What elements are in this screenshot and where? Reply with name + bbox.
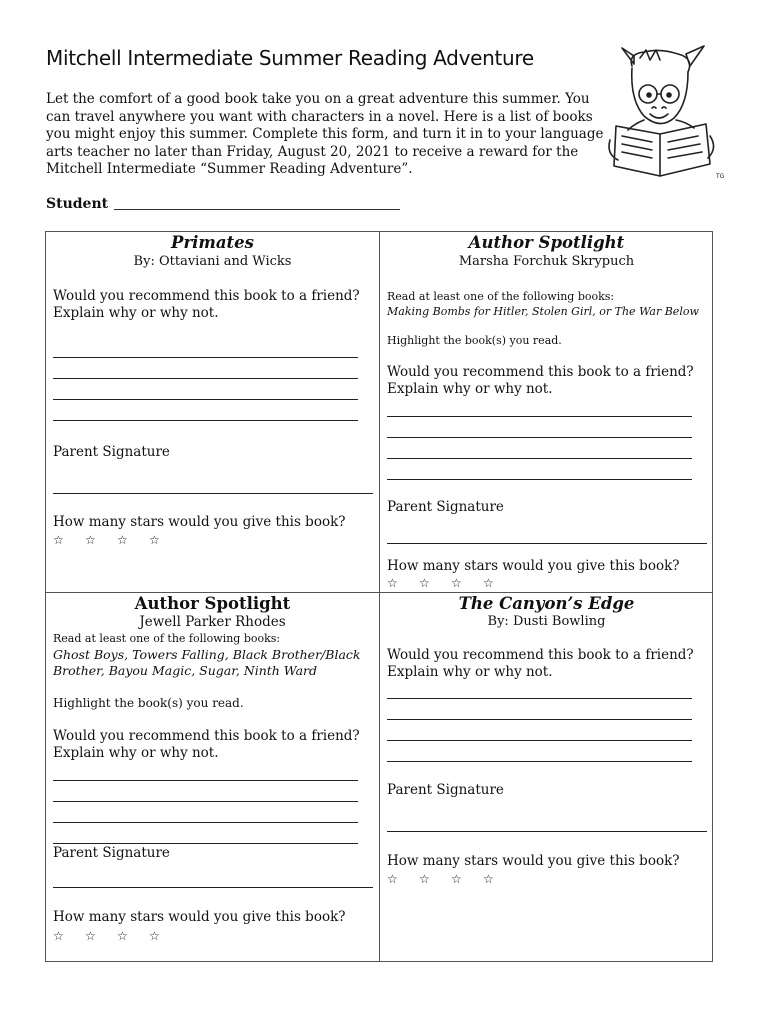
answer-line[interactable] — [53, 822, 358, 823]
intro-line: Let the comfort of a good book take you on a great adventure this summer. You — [46, 91, 590, 107]
book-byline: Jewell Parker Rhodes — [139, 614, 286, 630]
highlight-instruction: Highlight the book(s) you read. — [53, 696, 244, 710]
star-icon[interactable]: ☆ — [451, 872, 462, 886]
answer-line[interactable] — [387, 437, 692, 438]
answer-line[interactable] — [53, 843, 358, 844]
intro-line: Mitchell Intermediate “Summer Reading Adventure”. — [46, 161, 413, 177]
page-title: Mitchell Intermediate Summer Reading Adventure — [46, 46, 534, 70]
star-icon[interactable]: ☆ — [149, 929, 160, 943]
parent-signature-label: Parent Signature — [387, 782, 504, 798]
recommend-explain: Explain why or why not. — [53, 305, 219, 321]
student-label: Student — [46, 196, 109, 212]
star-icon[interactable]: ☆ — [53, 929, 64, 943]
answer-line[interactable] — [387, 719, 692, 720]
answer-line[interactable] — [53, 378, 358, 379]
star-icon[interactable]: ☆ — [419, 872, 430, 886]
star-icon[interactable]: ☆ — [53, 533, 64, 547]
star-rating[interactable] — [387, 576, 515, 590]
signature-line[interactable] — [387, 831, 707, 832]
answer-line[interactable] — [387, 416, 692, 417]
star-icon[interactable]: ☆ — [85, 533, 96, 547]
recommend-explain: Explain why or why not. — [387, 664, 553, 680]
intro-line: can travel anywhere you want with characters in a novel. Here is a list of books — [46, 108, 593, 125]
book-list: Making Bombs for Hitler, Stolen Girl, or The War Below — [387, 305, 699, 318]
signature-line[interactable] — [53, 887, 373, 888]
parent-signature-label: Parent Signature — [53, 845, 170, 861]
star-icon[interactable]: ☆ — [387, 872, 398, 886]
book-title: The Canyon’s Edge — [458, 594, 635, 613]
star-icon[interactable]: ☆ — [483, 872, 494, 886]
answer-line[interactable] — [53, 420, 358, 421]
stars-question: How many stars would you give this book? — [53, 514, 346, 530]
signature-line[interactable] — [387, 543, 707, 544]
answer-line[interactable] — [387, 761, 692, 762]
intro-line: arts teacher no later than Friday, August 20, 2021 to receive a reward for the — [46, 143, 579, 160]
book-byline: By: Ottaviani and Wicks — [133, 254, 292, 269]
recommend-question: Would you recommend this book to a friend? — [53, 728, 360, 744]
book-byline: By: Dusti Bowling — [487, 614, 606, 629]
recommend-explain: Explain why or why not. — [387, 381, 553, 397]
student-field[interactable] — [46, 196, 400, 212]
grid-horizontal-divider — [45, 592, 713, 593]
signature-line[interactable] — [53, 493, 373, 494]
answer-line[interactable] — [53, 357, 358, 358]
read-instruction: Read at least one of the following books: — [53, 632, 281, 645]
recommend-question: Would you recommend this book to a friend? — [53, 288, 360, 304]
student-name-line[interactable] — [114, 209, 400, 210]
star-icon[interactable]: ☆ — [85, 929, 96, 943]
star-icon[interactable]: ☆ — [419, 576, 430, 590]
stars-question: How many stars would you give this book? — [387, 853, 680, 869]
reading-donkey-mascot-icon — [604, 44, 736, 184]
star-icon[interactable]: ☆ — [149, 533, 160, 547]
book-title: Author Spotlight — [134, 594, 291, 613]
answer-line[interactable] — [53, 801, 358, 802]
answer-line[interactable] — [53, 399, 358, 400]
recommend-question: Would you recommend this book to a friend? — [387, 647, 694, 663]
artist-initials: TG — [716, 173, 725, 180]
highlight-instruction: Highlight the book(s) you read. — [387, 334, 562, 347]
star-icon[interactable]: ☆ — [387, 576, 398, 590]
recommend-explain: Explain why or why not. — [53, 745, 219, 761]
answer-line[interactable] — [53, 780, 358, 781]
star-icon[interactable]: ☆ — [117, 533, 128, 547]
answer-line[interactable] — [387, 458, 692, 459]
star-rating[interactable] — [387, 872, 515, 886]
parent-signature-label: Parent Signature — [387, 499, 504, 515]
book-list: Brother, Bayou Magic, Sugar, Ninth Ward — [53, 663, 317, 678]
star-icon[interactable]: ☆ — [483, 576, 494, 590]
intro-paragraph — [46, 91, 606, 179]
book-title: Primates — [171, 233, 254, 252]
book-title: Author Spotlight — [468, 233, 625, 252]
star-icon[interactable]: ☆ — [117, 929, 128, 943]
stars-question: How many stars would you give this book? — [53, 909, 346, 925]
book-byline: Marsha Forchuk Skrypuch — [458, 254, 635, 269]
stars-question: How many stars would you give this book? — [387, 558, 680, 574]
read-instruction: Read at least one of the following books: — [387, 290, 615, 303]
answer-line[interactable] — [387, 698, 692, 699]
star-icon[interactable]: ☆ — [451, 576, 462, 590]
answer-line[interactable] — [387, 740, 692, 741]
recommend-question: Would you recommend this book to a friend? — [387, 364, 694, 380]
book-list: Ghost Boys, Towers Falling, Black Brother/Black — [53, 647, 361, 662]
parent-signature-label: Parent Signature — [53, 444, 170, 460]
star-rating[interactable] — [53, 929, 181, 943]
intro-line: you might enjoy this summer. Complete this form, and turn it in to your language — [46, 126, 604, 142]
star-rating[interactable] — [53, 533, 181, 547]
answer-line[interactable] — [387, 479, 692, 480]
